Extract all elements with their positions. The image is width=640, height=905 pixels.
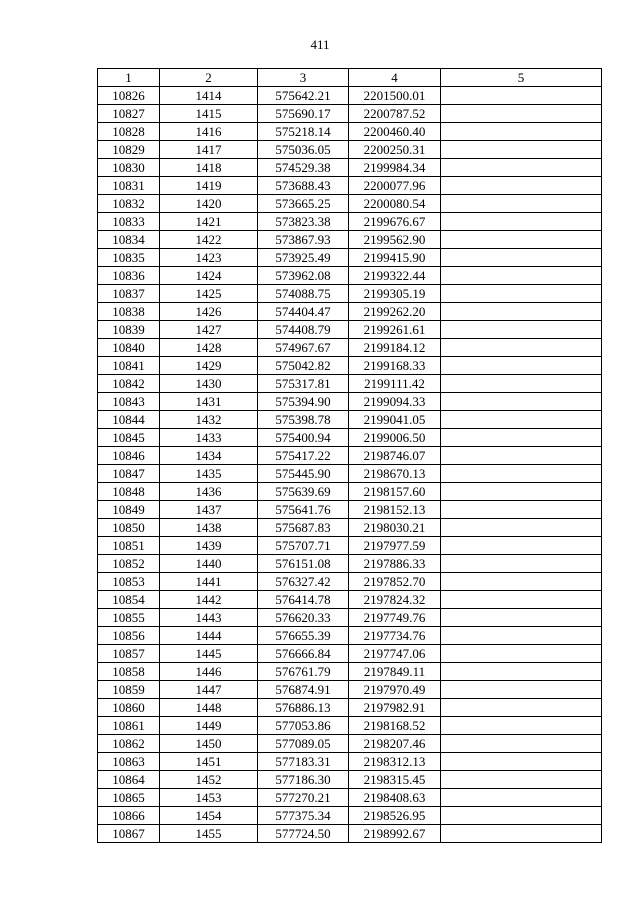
- table-cell-col5: [441, 771, 602, 789]
- table-cell-col3: 575042.82: [258, 357, 349, 375]
- table-cell-col5: [441, 411, 602, 429]
- table-cell-col5: [441, 483, 602, 501]
- table-cell-col3: 573688.43: [258, 177, 349, 195]
- table-row: [98, 141, 602, 159]
- table-cell-col1: 10826: [98, 87, 160, 105]
- table-row: [98, 393, 602, 411]
- table-cell-col2: 1415: [160, 105, 258, 123]
- table-cell-col5: [441, 555, 602, 573]
- table-cell-col1: 10853: [98, 573, 160, 591]
- column-header-3: 3: [258, 69, 349, 87]
- table-cell-col4: 2197970.49: [349, 681, 441, 699]
- table-header-row: [98, 69, 602, 87]
- table-cell-col2: 1430: [160, 375, 258, 393]
- table-cell-col1: 10835: [98, 249, 160, 267]
- column-header-1: 1: [98, 69, 160, 87]
- table-cell-col3: 575642.21: [258, 87, 349, 105]
- table-row: [98, 573, 602, 591]
- table-cell-col2: 1424: [160, 267, 258, 285]
- table-cell-col5: [441, 429, 602, 447]
- table-cell-col3: 575687.83: [258, 519, 349, 537]
- table-cell-col1: 10864: [98, 771, 160, 789]
- table-cell-col5: [441, 753, 602, 771]
- table-cell-col5: [441, 141, 602, 159]
- table-cell-col1: 10855: [98, 609, 160, 627]
- table-row: [98, 627, 602, 645]
- table-cell-col1: 10831: [98, 177, 160, 195]
- table-cell-col3: 576666.84: [258, 645, 349, 663]
- table-cell-col2: 1425: [160, 285, 258, 303]
- coordinates-table: [97, 68, 602, 843]
- table-row: [98, 339, 602, 357]
- table-cell-col3: 575218.14: [258, 123, 349, 141]
- table-row: [98, 159, 602, 177]
- table-cell-col3: 576414.78: [258, 591, 349, 609]
- table-cell-col4: 2198152.13: [349, 501, 441, 519]
- table-cell-col3: 575690.17: [258, 105, 349, 123]
- table-cell-col3: 576620.33: [258, 609, 349, 627]
- table-cell-col4: 2197852.70: [349, 573, 441, 591]
- table-cell-col2: 1422: [160, 231, 258, 249]
- table-cell-col1: 10865: [98, 789, 160, 807]
- table-cell-col3: 574529.38: [258, 159, 349, 177]
- table-row: [98, 717, 602, 735]
- table-cell-col5: [441, 321, 602, 339]
- table-cell-col2: 1453: [160, 789, 258, 807]
- table-cell-col4: 2200250.31: [349, 141, 441, 159]
- table-row: [98, 231, 602, 249]
- table-cell-col3: 573665.25: [258, 195, 349, 213]
- table-cell-col3: 577186.30: [258, 771, 349, 789]
- table-cell-col5: [441, 213, 602, 231]
- table-cell-col4: 2200787.52: [349, 105, 441, 123]
- table-cell-col2: 1442: [160, 591, 258, 609]
- table-cell-col3: 574088.75: [258, 285, 349, 303]
- table-cell-col3: 575417.22: [258, 447, 349, 465]
- table-row: [98, 753, 602, 771]
- table-cell-col5: [441, 249, 602, 267]
- table-cell-col1: 10834: [98, 231, 160, 249]
- table-row: [98, 591, 602, 609]
- table-cell-col3: 575317.81: [258, 375, 349, 393]
- table-row: [98, 501, 602, 519]
- table-cell-col1: 10827: [98, 105, 160, 123]
- table-cell-col2: 1448: [160, 699, 258, 717]
- table-cell-col5: [441, 663, 602, 681]
- table-cell-col3: 577053.86: [258, 717, 349, 735]
- table-row: [98, 465, 602, 483]
- table-cell-col1: 10860: [98, 699, 160, 717]
- table-cell-col3: 575707.71: [258, 537, 349, 555]
- table-cell-col4: 2198030.21: [349, 519, 441, 537]
- table-cell-col1: 10832: [98, 195, 160, 213]
- table-row: [98, 177, 602, 195]
- table-cell-col4: 2198408.63: [349, 789, 441, 807]
- table-cell-col2: 1416: [160, 123, 258, 141]
- table-cell-col5: [441, 501, 602, 519]
- table-cell-col1: 10838: [98, 303, 160, 321]
- table-cell-col4: 2198157.60: [349, 483, 441, 501]
- column-header-4: 4: [349, 69, 441, 87]
- table-cell-col2: 1443: [160, 609, 258, 627]
- table-row: [98, 267, 602, 285]
- table-cell-col3: 576655.39: [258, 627, 349, 645]
- table-row: [98, 357, 602, 375]
- table-cell-col1: 10845: [98, 429, 160, 447]
- table-cell-col4: 2199261.61: [349, 321, 441, 339]
- table-cell-col2: 1431: [160, 393, 258, 411]
- table-cell-col4: 2199006.50: [349, 429, 441, 447]
- table-cell-col1: 10863: [98, 753, 160, 771]
- table-cell-col3: 573962.08: [258, 267, 349, 285]
- table-cell-col1: 10833: [98, 213, 160, 231]
- table-cell-col5: [441, 717, 602, 735]
- table-row: [98, 249, 602, 267]
- table-cell-col3: 576874.91: [258, 681, 349, 699]
- table-cell-col4: 2197749.76: [349, 609, 441, 627]
- table-cell-col1: 10840: [98, 339, 160, 357]
- table-row: [98, 105, 602, 123]
- table-cell-col4: 2198312.13: [349, 753, 441, 771]
- table-cell-col4: 2199111.42: [349, 375, 441, 393]
- table-cell-col1: 10857: [98, 645, 160, 663]
- table-row: [98, 555, 602, 573]
- table-cell-col3: 575639.69: [258, 483, 349, 501]
- table-cell-col5: [441, 699, 602, 717]
- table-cell-col3: 577724.50: [258, 825, 349, 843]
- table-cell-col3: 576327.42: [258, 573, 349, 591]
- table-row: [98, 735, 602, 753]
- table-cell-col5: [441, 447, 602, 465]
- table-cell-col3: 574404.47: [258, 303, 349, 321]
- table-cell-col3: 573823.38: [258, 213, 349, 231]
- table-cell-col4: 2197849.11: [349, 663, 441, 681]
- table-cell-col3: 575445.90: [258, 465, 349, 483]
- table-cell-col2: 1445: [160, 645, 258, 663]
- table-cell-col1: 10854: [98, 591, 160, 609]
- table-cell-col5: [441, 195, 602, 213]
- table-cell-col3: 577375.34: [258, 807, 349, 825]
- table-cell-col5: [441, 735, 602, 753]
- table-cell-col5: [441, 645, 602, 663]
- table-cell-col1: 10828: [98, 123, 160, 141]
- table-cell-col1: 10859: [98, 681, 160, 699]
- table-cell-col3: 575398.78: [258, 411, 349, 429]
- table-cell-col3: 576886.13: [258, 699, 349, 717]
- table-cell-col1: 10849: [98, 501, 160, 519]
- table-cell-col4: 2199041.05: [349, 411, 441, 429]
- table-cell-col2: 1434: [160, 447, 258, 465]
- table-row: [98, 807, 602, 825]
- table-cell-col5: [441, 231, 602, 249]
- table-cell-col2: 1447: [160, 681, 258, 699]
- table-cell-col2: 1423: [160, 249, 258, 267]
- table-cell-col4: 2199415.90: [349, 249, 441, 267]
- table-cell-col5: [441, 159, 602, 177]
- table-row: [98, 303, 602, 321]
- table-row: [98, 699, 602, 717]
- table-cell-col5: [441, 87, 602, 105]
- table-cell-col3: 575400.94: [258, 429, 349, 447]
- table-cell-col3: 576151.08: [258, 555, 349, 573]
- table-cell-col5: [441, 681, 602, 699]
- table-cell-col2: 1440: [160, 555, 258, 573]
- table-row: [98, 123, 602, 141]
- table-cell-col4: 2201500.01: [349, 87, 441, 105]
- table-cell-col3: 577270.21: [258, 789, 349, 807]
- table-cell-col4: 2199305.19: [349, 285, 441, 303]
- table-cell-col2: 1449: [160, 717, 258, 735]
- table-cell-col4: 2199168.33: [349, 357, 441, 375]
- table-cell-col5: [441, 609, 602, 627]
- table-cell-col5: [441, 303, 602, 321]
- table-cell-col1: 10848: [98, 483, 160, 501]
- table-cell-col5: [441, 519, 602, 537]
- table-cell-col3: 577089.05: [258, 735, 349, 753]
- table-cell-col2: 1427: [160, 321, 258, 339]
- table-cell-col1: 10858: [98, 663, 160, 681]
- table-body: [98, 87, 602, 843]
- table-cell-col4: 2197824.32: [349, 591, 441, 609]
- table-cell-col2: 1437: [160, 501, 258, 519]
- table-cell-col1: 10856: [98, 627, 160, 645]
- table-cell-col4: 2199322.44: [349, 267, 441, 285]
- table-cell-col2: 1435: [160, 465, 258, 483]
- table-cell-col4: 2199094.33: [349, 393, 441, 411]
- table-cell-col5: [441, 807, 602, 825]
- table-cell-col5: [441, 573, 602, 591]
- table-cell-col1: 10861: [98, 717, 160, 735]
- table-cell-col4: 2197977.59: [349, 537, 441, 555]
- table-cell-col5: [441, 393, 602, 411]
- table-cell-col4: 2198992.67: [349, 825, 441, 843]
- table-cell-col5: [441, 285, 602, 303]
- table-cell-col3: 573925.49: [258, 249, 349, 267]
- table-cell-col1: 10852: [98, 555, 160, 573]
- table-cell-col4: 2199184.12: [349, 339, 441, 357]
- table-cell-col4: 2198746.07: [349, 447, 441, 465]
- table-cell-col1: 10836: [98, 267, 160, 285]
- table-cell-col2: 1432: [160, 411, 258, 429]
- table-cell-col2: 1419: [160, 177, 258, 195]
- table-cell-col2: 1439: [160, 537, 258, 555]
- table-cell-col3: 575641.76: [258, 501, 349, 519]
- table-cell-col2: 1444: [160, 627, 258, 645]
- table-row: [98, 429, 602, 447]
- table-cell-col2: 1417: [160, 141, 258, 159]
- table-cell-col1: 10830: [98, 159, 160, 177]
- table-cell-col2: 1421: [160, 213, 258, 231]
- table-cell-col2: 1418: [160, 159, 258, 177]
- table-cell-col2: 1420: [160, 195, 258, 213]
- table-cell-col4: 2197734.76: [349, 627, 441, 645]
- table-cell-col5: [441, 627, 602, 645]
- table-cell-col2: 1414: [160, 87, 258, 105]
- table-cell-col4: 2198526.95: [349, 807, 441, 825]
- table-cell-col5: [441, 789, 602, 807]
- table-cell-col3: 575036.05: [258, 141, 349, 159]
- table-cell-col4: 2199984.34: [349, 159, 441, 177]
- table-cell-col2: 1441: [160, 573, 258, 591]
- table-row: [98, 771, 602, 789]
- table-cell-col5: [441, 357, 602, 375]
- table-cell-col3: 574408.79: [258, 321, 349, 339]
- table-cell-col5: [441, 465, 602, 483]
- table-cell-col4: 2199676.67: [349, 213, 441, 231]
- table-cell-col1: 10866: [98, 807, 160, 825]
- table-cell-col1: 10867: [98, 825, 160, 843]
- table-cell-col3: 577183.31: [258, 753, 349, 771]
- table-row: [98, 213, 602, 231]
- table-row: [98, 663, 602, 681]
- table-row: [98, 483, 602, 501]
- table-cell-col4: 2200080.54: [349, 195, 441, 213]
- table-cell-col2: 1450: [160, 735, 258, 753]
- table-cell-col5: [441, 177, 602, 195]
- table-row: [98, 789, 602, 807]
- table-row: [98, 321, 602, 339]
- table-cell-col2: 1429: [160, 357, 258, 375]
- page-number: 411: [310, 37, 330, 52]
- table-cell-col2: 1455: [160, 825, 258, 843]
- table-cell-col3: 573867.93: [258, 231, 349, 249]
- table-cell-col5: [441, 591, 602, 609]
- table-cell-col1: 10843: [98, 393, 160, 411]
- table-cell-col2: 1436: [160, 483, 258, 501]
- table-row: [98, 375, 602, 393]
- table-cell-col5: [441, 123, 602, 141]
- table-cell-col1: 10862: [98, 735, 160, 753]
- table-row: [98, 681, 602, 699]
- table-cell-col4: 2198670.13: [349, 465, 441, 483]
- table-row: [98, 195, 602, 213]
- column-header-5: 5: [441, 69, 602, 87]
- table-cell-col1: 10839: [98, 321, 160, 339]
- table-row: [98, 285, 602, 303]
- table-cell-col1: 10837: [98, 285, 160, 303]
- table-cell-col5: [441, 825, 602, 843]
- table-cell-col1: 10829: [98, 141, 160, 159]
- table-cell-col1: 10851: [98, 537, 160, 555]
- table-cell-col4: 2199262.20: [349, 303, 441, 321]
- table-cell-col1: 10842: [98, 375, 160, 393]
- column-header-2: 2: [160, 69, 258, 87]
- table-cell-col4: 2198207.46: [349, 735, 441, 753]
- table-row: [98, 537, 602, 555]
- table-cell-col5: [441, 375, 602, 393]
- table-cell-col2: 1438: [160, 519, 258, 537]
- table-cell-col3: 576761.79: [258, 663, 349, 681]
- table-cell-col1: 10850: [98, 519, 160, 537]
- table-cell-col2: 1428: [160, 339, 258, 357]
- table-row: [98, 519, 602, 537]
- table-row: [98, 447, 602, 465]
- table-row: [98, 645, 602, 663]
- table-cell-col5: [441, 537, 602, 555]
- table-cell-col1: 10846: [98, 447, 160, 465]
- table-cell-col2: 1451: [160, 753, 258, 771]
- table-cell-col1: 10847: [98, 465, 160, 483]
- table-cell-col5: [441, 339, 602, 357]
- table-cell-col4: 2197982.91: [349, 699, 441, 717]
- table-cell-col4: 2199562.90: [349, 231, 441, 249]
- table-cell-col2: 1426: [160, 303, 258, 321]
- table-row: [98, 411, 602, 429]
- table-cell-col4: 2197747.06: [349, 645, 441, 663]
- table-cell-col2: 1433: [160, 429, 258, 447]
- table-cell-col3: 574967.67: [258, 339, 349, 357]
- table-cell-col3: 575394.90: [258, 393, 349, 411]
- table-cell-col2: 1452: [160, 771, 258, 789]
- table-cell-col4: 2197886.33: [349, 555, 441, 573]
- table-cell-col2: 1454: [160, 807, 258, 825]
- table-cell-col1: 10844: [98, 411, 160, 429]
- table-row: [98, 609, 602, 627]
- table-cell-col4: 2198315.45: [349, 771, 441, 789]
- table-cell-col2: 1446: [160, 663, 258, 681]
- table-cell-col4: 2200460.40: [349, 123, 441, 141]
- table-cell-col5: [441, 105, 602, 123]
- table-cell-col4: 2200077.96: [349, 177, 441, 195]
- table-cell-col4: 2198168.52: [349, 717, 441, 735]
- table-row: [98, 825, 602, 843]
- table-row: [98, 87, 602, 105]
- table-cell-col5: [441, 267, 602, 285]
- table-cell-col1: 10841: [98, 357, 160, 375]
